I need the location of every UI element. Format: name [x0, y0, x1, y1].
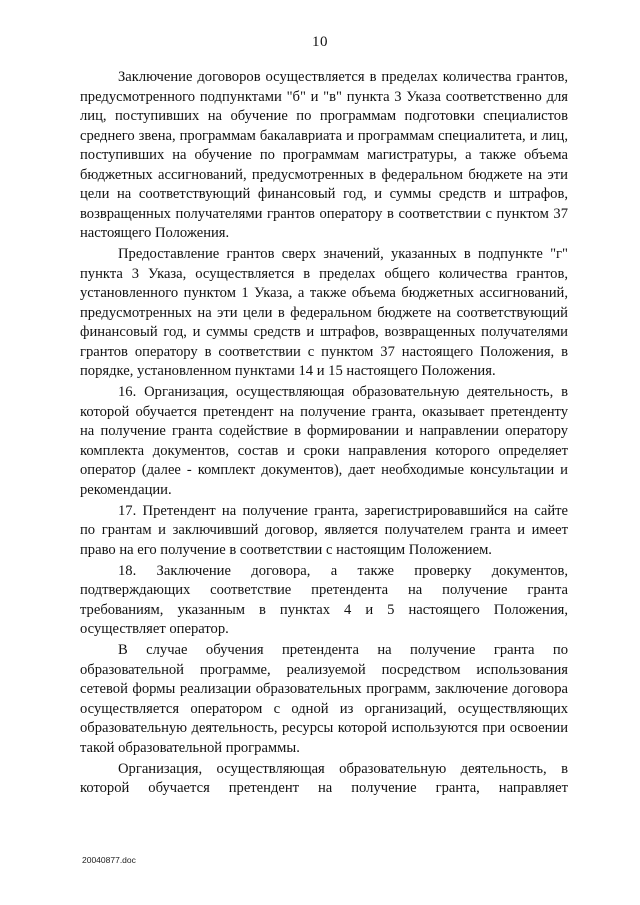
paragraph-grants-above-limit: Предоставление грантов сверх значений, указанных в подпункте "г" пункта 3 Указа, осуществляется в пределах общего количества грантов, установленного пунктом 1 Указа, а также объема бюджетных ассигнований, предусмотренных на эти цели в федеральном бюджете на соответствующий финансовый год, и суммы средств и штрафов, возвращенных получателями грантов оператору в соответствии с пунктом 37 настоящего Положения, в порядке, установленном пунктами 14 и 15 настоящего Положения. [80, 246, 568, 379]
paragraph-contracts-conclusion: Заключение договоров осуществляется в пределах количества грантов, предусмотренного подпунктами "б" и "в" пункта 3 Указа соответственно для лиц, поступивших на обучение по программам подготовки специалистов среднего звена, программам бакалавриата и программам специалитета, и лиц, поступивших на обучение по программам магистратуры, а также объема бюджетных ассигнований, предусмотренных в федеральном бюджете на эти цели на соответствующий финансовый год, и суммы средств и штрафов, возвращенных получателями грантов оператору в соответствии с пунктом 37 настоящего Положения. [80, 69, 568, 241]
page-number: 10 [312, 34, 328, 50]
footer-filename: 20040877.doc [82, 855, 136, 865]
paragraph-organization-sends: Организация, осуществляющая образовательную деятельность, в которой обучается претендент на получение гранта, направляет [80, 760, 568, 796]
paragraph-item-16: 16. Организация, осуществляющая образовательную деятельность, в которой обучается претендент на получение гранта, оказывает претенденту на получение гранта содействие в формировании и направлении оператору комплекта документов, состав и сроки направления которого определяет оператор (далее - комплект документов), дает необходимые консультации и рекомендации. [80, 384, 568, 498]
paragraph-item-18: 18. Заключение договора, а также проверку документов, подтверждающих соответствие претендента на получение гранта требованиям, указанным в пунктах 4 и 5 настоящего Положения, осуществляет оператор. [80, 562, 568, 637]
paragraph-item-17: 17. Претендент на получение гранта, зарегистрировавшийся на сайте по грантам и заключивший договор, является получателем гранта и имеет право на его получение в соответствии с настоящим Положением. [80, 502, 568, 558]
paragraph-network-form: В случае обучения претендента на получение гранта по образовательной программе, реализуемой посредством использования сетевой формы реализации образовательных программ, заключение договора осуществляется оператором с одной из организаций, осуществляющих образовательную деятельность, ресурсы которой используются при освоении такой образовательной программы. [80, 642, 568, 756]
document-body [80, 68, 568, 800]
